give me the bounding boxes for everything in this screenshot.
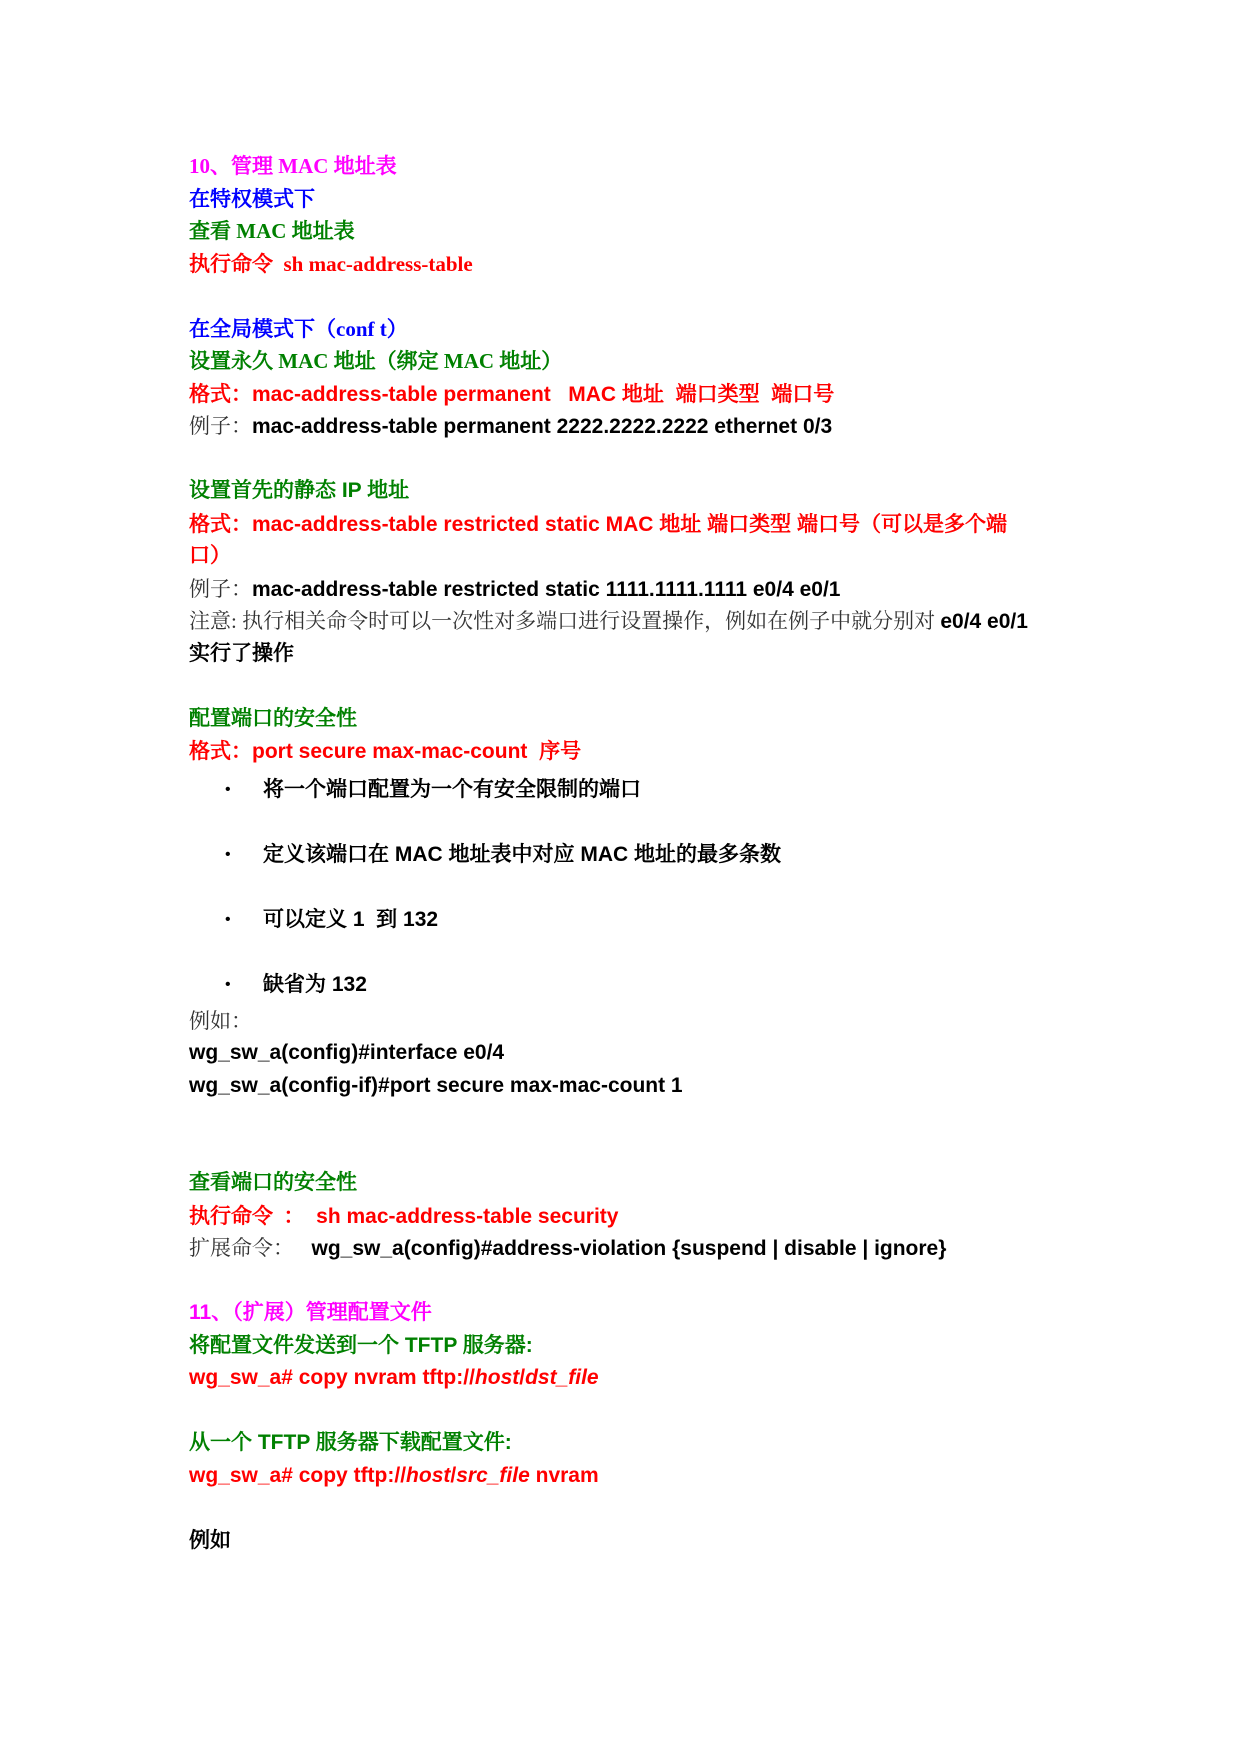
note-line <box>189 605 1069 638</box>
static-example-text: mac-address-table restricted static 1111.1111.1111 e0/4 e0/1 <box>252 577 841 601</box>
note-ports: e0/4 e0/1 <box>940 610 1028 633</box>
note-line-2: 实行了操作 <box>189 641 294 665</box>
view-mac-table-heading: 查看 MAC 地址表 <box>189 219 355 243</box>
view-security-exec-line <box>189 1200 1069 1233</box>
section-10-title: 10、管理 MAC 地址表 <box>189 154 397 178</box>
file-placeholder: dst_file <box>525 1366 599 1389</box>
bullet-text: 将一个端口配置为一个有安全限制的端口 <box>263 777 641 801</box>
permanent-mac-heading: 设置永久 MAC 地址（绑定 MAC 地址） <box>189 349 563 373</box>
note-label: 注意 <box>189 609 231 633</box>
permanent-format-line <box>189 378 1069 411</box>
config-command-1: wg_sw_a(config)#interface e0/4 <box>189 1041 505 1064</box>
bullet-icon: • <box>225 845 231 863</box>
file-placeholder: src_file <box>456 1463 530 1487</box>
path-separator: / <box>450 1463 457 1487</box>
note-text: : 执行相关命令时可以一次性对多端口进行设置操作，例如在例子中就分别对 <box>231 609 941 633</box>
static-ip-heading: 设置首先的静态 IP 地址 <box>189 479 410 502</box>
example-label: 例子： <box>189 414 252 438</box>
port-security-bullet-list <box>189 774 1069 1001</box>
format-label: 格式： <box>189 381 252 406</box>
port-security-heading: 配置端口的安全性 <box>189 706 357 730</box>
command-text: wg_sw_a# copy tftp:// <box>189 1463 407 1487</box>
extended-command-text: wg_sw_a(config)#address-violation {suspend | disable | ignore} <box>311 1237 947 1260</box>
permanent-format-text: mac-address-table permanent MAC 地址 端口类型 端口号 <box>252 382 835 406</box>
bullet-icon: • <box>225 975 231 993</box>
exec-command-line <box>189 248 1069 281</box>
privileged-mode-label: 在特权模式下 <box>189 186 315 211</box>
list-item <box>189 774 1069 806</box>
host-placeholder: host <box>406 1463 451 1487</box>
extended-command-line <box>189 1232 1069 1265</box>
format-label: 格式： <box>189 511 252 536</box>
port-security-format-text: port secure max-mac-count 序号 <box>252 740 582 763</box>
host-placeholder: host <box>474 1366 520 1389</box>
send-config-command <box>189 1362 1069 1395</box>
exec-label: 执行命令 ： <box>189 1203 305 1228</box>
config-command-2: wg_sw_a(config-if)#port secure max-mac-count 1 <box>189 1073 683 1097</box>
permanent-example-line <box>189 410 1069 443</box>
list-item <box>189 839 1069 871</box>
list-item <box>189 904 1069 936</box>
bullet-icon: • <box>225 780 231 798</box>
download-config-heading: 从一个 TFTP 服务器下载配置文件: <box>189 1431 512 1454</box>
extended-label: 扩展命令： <box>189 1236 294 1260</box>
bullet-icon: • <box>225 910 231 928</box>
bullet-text: 定义该端口在 MAC 地址表中对应 MAC 地址的最多条数 <box>263 842 781 866</box>
exec-command-text: sh mac-address-table <box>283 251 473 276</box>
view-port-security-heading: 查看端口的安全性 <box>189 1171 357 1194</box>
static-format-line-2: 口） <box>189 544 231 567</box>
list-item <box>189 969 1069 1001</box>
section-11-title: 11、（扩展）管理配置文件 <box>189 1301 432 1324</box>
static-format-text: mac-address-table restricted static MAC 地址 端口类型 端口号（可以是多个端 <box>252 512 1007 536</box>
exec-command-label: 执行命令 <box>189 251 273 276</box>
example-label: 例子： <box>189 576 252 601</box>
view-security-exec-text: sh mac-address-table security <box>316 1204 619 1228</box>
example-label-2: 例如： <box>189 1008 252 1033</box>
permanent-example-text: mac-address-table permanent 2222.2222.2222 ethernet 0/3 <box>252 415 833 438</box>
format-label: 格式： <box>189 739 252 763</box>
document-page <box>189 150 1069 1557</box>
example-final: 例如 <box>189 1528 231 1552</box>
command-text: wg_sw_a# copy nvram tftp:// <box>189 1366 475 1389</box>
global-mode-label: 在全局模式下（conf t） <box>189 316 408 341</box>
port-security-format-line <box>189 735 1069 768</box>
send-config-heading: 将配置文件发送到一个 TFTP 服务器: <box>189 1333 533 1357</box>
command-text: nvram <box>529 1463 599 1487</box>
download-config-command <box>189 1460 1069 1493</box>
path-separator: / <box>519 1366 526 1389</box>
bullet-text: 缺省为 132 <box>263 972 367 996</box>
static-format-line-1 <box>189 508 1069 541</box>
static-example-line <box>189 573 1069 606</box>
bullet-text: 可以定义 1 到 132 <box>263 907 439 931</box>
